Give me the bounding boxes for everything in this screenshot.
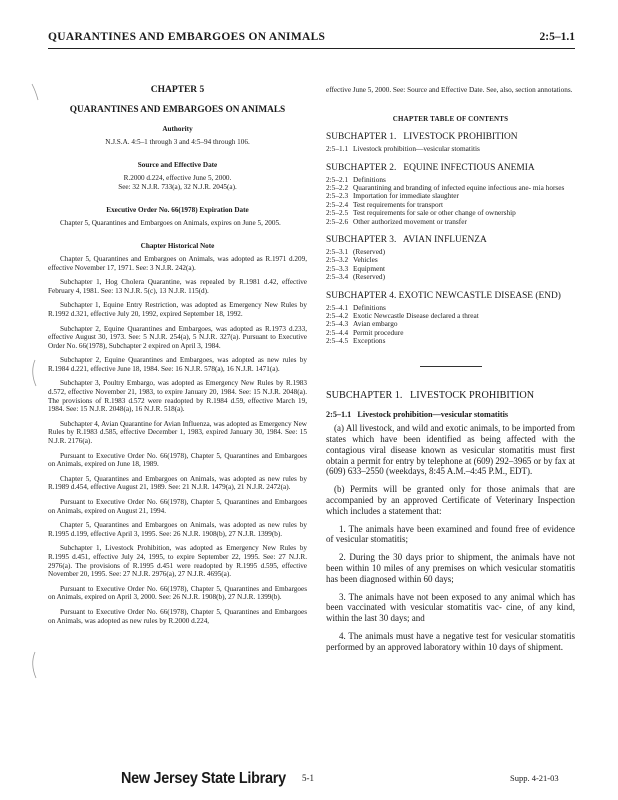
historical-note-paragraph: Chapter 5, Quarantines and Embargoes on Animals, was adopted as new rules by R.1989 d.454, effective August 21, 1989. See: 21 N.J.R. 1479(a), 21 N.J.R. 2472(a). bbox=[48, 474, 307, 492]
section-paragraph: (b) Permits will be granted only for those animals that are accompanied by an approved Certificate of Veterinary Inspection which includes a statement that: bbox=[326, 484, 575, 516]
historical-note-paragraph: Chapter 5, Quarantines and Embargoes on Animals, was adopted as new rules by R.1995 d.199, effective April 3, 1995. See: 26 N.J.R. 1908(b), 27 N.J.R. 1399(b). bbox=[48, 521, 307, 538]
left-column bbox=[48, 86, 307, 631]
historical-note-paragraph: Pursuant to Executive Order No. 66(1978), Chapter 5, Quarantines and Embargoes on Animals, was adopted as new rules by R.2000 d.224, bbox=[48, 607, 307, 625]
historical-note-paragraph: Pursuant to Executive Order No. 66(1978), Chapter 5, Quarantines and Embargoes on Animals, expired on June 18, 1989. bbox=[48, 451, 307, 469]
running-header bbox=[48, 30, 575, 49]
historical-note-paragraph: Subchapter 2, Equine Quarantines and Embargoes, was adopted as new rules by R.1984 d.221, effective June 18, 1984. See: 16 N.J.R. 578(a), 16 N.J.R. 1471(a). bbox=[48, 356, 307, 373]
toc-entry: 2:5–1.1 Livestock prohibition—vesicular stomatitis bbox=[326, 144, 480, 154]
right-column bbox=[326, 86, 575, 660]
page-number: 5-1 bbox=[302, 773, 314, 783]
toc-entry: 2:5–3.2 Vehicles bbox=[326, 255, 378, 265]
margin-mark-icon bbox=[28, 650, 38, 680]
source-text: R.2000 d.224, effective June 5, 2000. bbox=[123, 173, 232, 182]
supplement-date: Supp. 4-21-03 bbox=[510, 773, 559, 783]
header-section-number: 2:5–1.1 bbox=[539, 31, 575, 43]
toc-entry: 2:5–2.2 Quarantining and branding of infected equine infectious ane- mia horses bbox=[326, 183, 565, 192]
toc-entry: 2:5–4.2 Exotic Newcastle Disease declared a threat bbox=[326, 311, 479, 321]
toc-entry: 2:5–2.4 Test requirements for transport bbox=[326, 199, 444, 209]
table-of-contents-title: CHAPTER TABLE OF CONTENTS bbox=[392, 114, 509, 123]
toc-entry: 2:5–3.1 (Reserved) bbox=[326, 247, 386, 257]
chapter-title: QUARANTINES AND EMBARGOES ON ANIMALS bbox=[69, 104, 286, 115]
toc-entry: 2:5–2.5 Test requirements for sale or other change of ownership bbox=[326, 208, 516, 218]
subchapter-heading: SUBCHAPTER 1. LIVESTOCK PROHIBITION bbox=[326, 389, 535, 401]
toc-entry: 2:5–2.1 Definitions bbox=[326, 174, 386, 184]
authority-text: N.J.S.A. 4:5–1 through 3 and 4:5–94 through 106. bbox=[105, 137, 250, 146]
toc-entry: 2:5–3.4 (Reserved) bbox=[326, 272, 386, 282]
toc-entry: 2:5–3.3 Equipment bbox=[326, 263, 386, 273]
header-title: QUARANTINES AND EMBARGOES ON ANIMALS bbox=[48, 31, 326, 43]
toc-entry: 2:5–2.6 Other authorized movement or transfer bbox=[326, 216, 467, 226]
source-text: See: 32 N.J.R. 733(a), 32 N.J.R. 2045(a). bbox=[118, 182, 237, 191]
toc-subchapter-title: SUBCHAPTER 4. EXOTIC NEWCASTLE DISEASE (END) bbox=[326, 290, 561, 301]
authority-heading: Authority bbox=[162, 125, 193, 134]
library-stamp: New Jersey State Library bbox=[121, 770, 286, 787]
toc-entry: 2:5–4.3 Avian embargo bbox=[326, 319, 398, 329]
margin-mark-icon bbox=[30, 82, 40, 112]
historical-note-paragraph: Chapter 5, Quarantines and Embargoes on Animals, was adopted as R.1971 d.209, effective November 17, 1971. See: 3 N.J.R. 242(a). bbox=[48, 254, 307, 272]
historical-note-paragraph: Subchapter 1, Hog Cholera Quarantine, was repealed by R.1981 d.42, effective February 4, 1981. See: 13 N.J.R. 5(c), 13 N.J.R. 115(d). bbox=[48, 278, 307, 295]
chapter-number: CHAPTER 5 bbox=[150, 85, 205, 95]
historical-note-paragraph: Subchapter 1, Equine Entry Restriction, was adopted as Emergency New Rules by R.1992 d.321, effective July 20, 1992, expired September 18, 1992. bbox=[48, 301, 307, 318]
margin-mark-icon bbox=[28, 358, 38, 388]
section-divider bbox=[420, 366, 482, 367]
historical-note-paragraph: Subchapter 4, Avian Quarantine for Avian Influenza, was adopted as Emergency New Rules by R.1983 d.585, effective December 1, 1983, expired January 30, 1984. See: 15 N.J.R. 2176(a). bbox=[48, 419, 307, 446]
list-item: 1. The animals have been examined and found free of evidence of vesicular stomatitis; bbox=[326, 523, 575, 545]
list-item: 3. The animals have not been exposed to any animal which has been vaccinated with vesicular stomatitis vac- cine, of any kind, within the last 30 days; and bbox=[326, 591, 575, 624]
toc-subchapter-title: SUBCHAPTER 3. AVIAN INFLUENZA bbox=[326, 235, 487, 246]
toc-entry: 2:5–2.3 Importation for immediate slaughter bbox=[326, 191, 459, 201]
source-heading: Source and Effective Date bbox=[137, 161, 218, 170]
executive-order-heading: Executive Order No. 66(1978) Expiration Date bbox=[106, 206, 249, 215]
section-paragraph: (a) All livestock, and wild and exotic animals, to be imported from states which have been identified as being affected with the contagious viral disease known as vesicular stomatitis must first obtain a permit for entry by telephone at (609) 292–3965 or by fax at (609) 633–2550 (weekdays, 8:45 A.M.–4:45 P.M., EDT). bbox=[326, 423, 575, 477]
historical-note-paragraph: Subchapter 2, Equine Quarantines and Embargoes, was adopted as R.1973 d.233, effective August 30, 1973. See: 5 N.J.R. 254(a), 5 N.J.R. 327(a). Pursuant to Executive Order No. 66(1978), Subchapter 2 expired on April 3, 1984. bbox=[48, 324, 307, 350]
list-item: 2. During the 30 days prior to shipment, the animals have not been within 10 miles of any premises on which vesicular stomatitis has been diagnosed within 60 days; bbox=[326, 552, 575, 584]
historical-note-heading: Chapter Historical Note bbox=[140, 242, 215, 251]
historical-note-paragraph: Subchapter 1, Livestock Prohibition, was adopted as Emergency New Rules by R.1995 d.451, effective July 24, 1995, to expire September 22, 1995. See: 27 N.J.R. 2976(a). The provisions of R.1995 d.451 were readopted by R.1995 d.595, effective November 20, 1995. See: 27 N.J.R. 2976(a), 27 N.J.R. 4695(a). bbox=[48, 544, 307, 579]
list-item: 4. The animals must have a negative test for vesicular stomatitis performed by an approved laboratory within 10 days of shipment. bbox=[326, 631, 575, 652]
section-title: 2:5–1.1 Livestock prohibition—vesicular stomatitis bbox=[326, 409, 509, 419]
historical-note-continuation: effective June 5, 2000. See: Source and Effective Date. See, also, section annotations. bbox=[326, 86, 573, 94]
toc-subchapter-title: SUBCHAPTER 2. EQUINE INFECTIOUS ANEMIA bbox=[326, 162, 535, 173]
toc-subchapter-title: SUBCHAPTER 1. LIVESTOCK PROHIBITION bbox=[326, 132, 518, 143]
toc-entry: 2:5–4.5 Exceptions bbox=[326, 336, 386, 346]
historical-note-paragraph: Pursuant to Executive Order No. 66(1978), Chapter 5, Quarantines and Embargoes on Animals, expired on August 21, 1994. bbox=[48, 498, 307, 515]
historical-note-paragraph: Subchapter 3, Poultry Embargo, was adopted as Emergency New Rules by R.1983 d.572, effective November 21, 1983, to expire January 20, 1984. See: 15 N.J.R. 2048(a). The provisions of R.1983 d.572 were readopted by R.1984 d.59, effective March 19, 1984. See: 15 N.J.R. 2048(a), 16 N.J.R. 518(a). bbox=[48, 379, 307, 414]
toc-entry: 2:5–4.4 Permit procedure bbox=[326, 327, 404, 337]
toc-entry: 2:5–4.1 Definitions bbox=[326, 302, 386, 312]
executive-order-text: Chapter 5, Quarantines and Embargoes on Animals, expires on June 5, 2005. bbox=[60, 218, 281, 227]
historical-note-paragraph: Pursuant to Executive Order No. 66(1978), Chapter 5, Quarantines and Embargoes on Animals, expired on April 3, 2000. See: 26 N.J.R. 1908(b), 27 N.J.R. 1399(b). bbox=[48, 584, 307, 602]
